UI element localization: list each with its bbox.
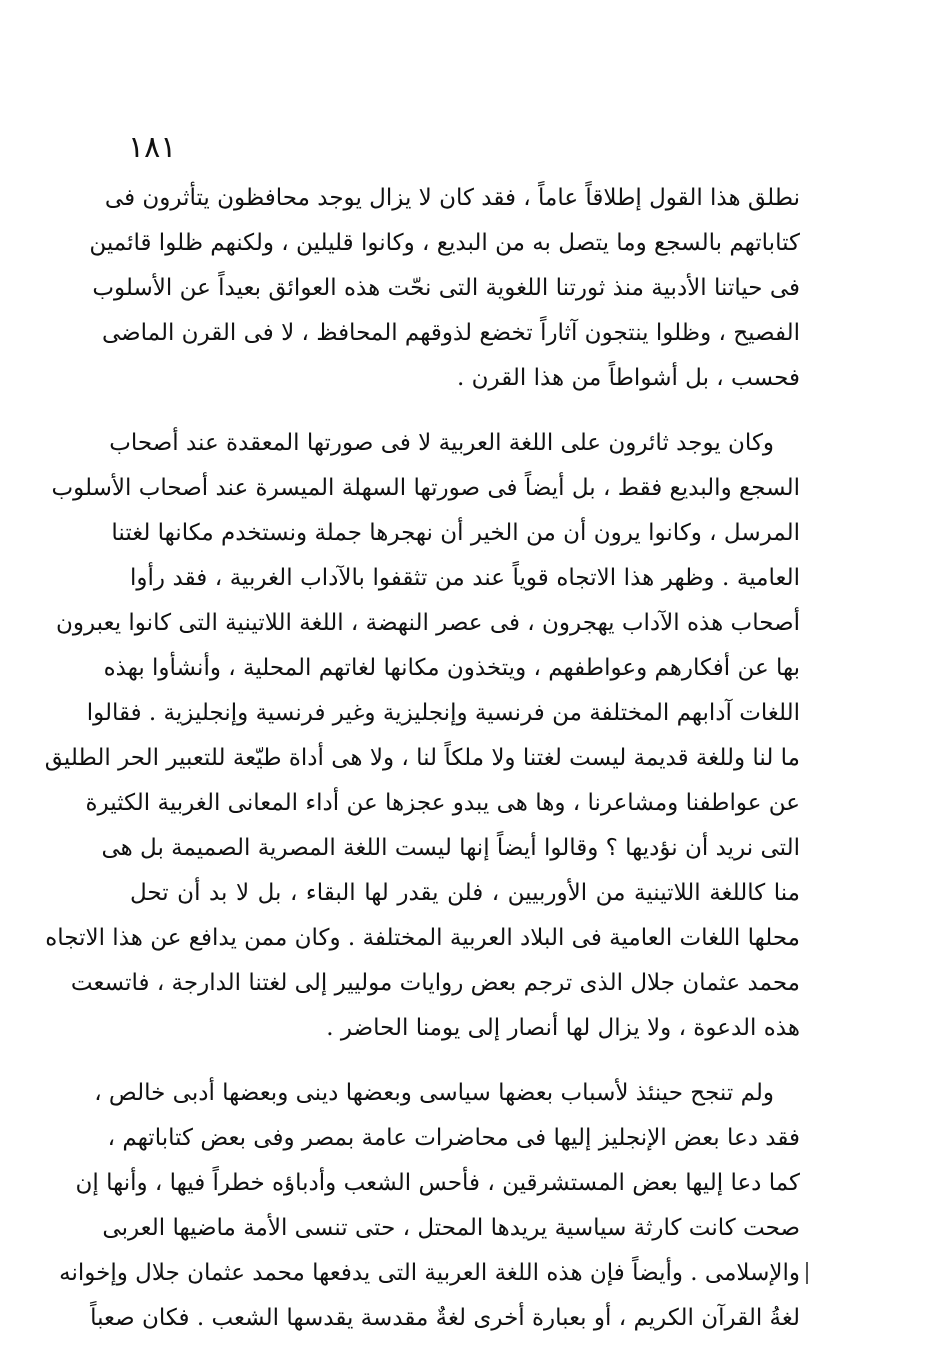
paragraph-2 xyxy=(44,421,800,1051)
text-line: ما لنا وللغة قديمة ليست لغتنا ولا ملكاً لنا ، ولا هى أداة طيّعة للتعبير الحر الطليق xyxy=(44,745,800,771)
text-line: وكان يوجد ثائرون على اللغة العربية لا فى صورتها المعقدة عند أصحاب xyxy=(109,430,774,456)
paragraph-gap xyxy=(130,1051,800,1071)
text-line: منا كاللغة اللاتينية من الأوربيين ، فلن يقدر لها البقاء ، بل لا بد أن تحل xyxy=(130,880,800,906)
text-line: صحت كانت كارثة سياسية يريدها المحتل ، حتى تنسى الأمة ماضيها العربى xyxy=(102,1215,800,1241)
text-line: ولم تنجح حينئذ لأسباب بعضها سياسى وبعضها دينى وبعضها أدبى خالص ، xyxy=(94,1080,774,1106)
body-text xyxy=(44,176,800,1341)
text-line: العامية . وظهر هذا الاتجاه قوياً عند من تثقفوا بالآداب الغربية ، فقد رأوا xyxy=(130,565,800,591)
text-line: أصحاب هذه الآداب يهجرون ، فى عصر النهضة ، اللغة اللاتينية التى كانوا يعبرون xyxy=(55,610,800,636)
text-line: محمد عثمان جلال الذى ترجم بعض روايات موليير إلى لغتنا الدارجة ، فاتسعت xyxy=(70,970,800,996)
text-line: المرسل ، وكانوا يرون أن من الخير أن نهجرها جملة ونستخدم مكانها لغتنا xyxy=(111,520,800,546)
text-line: فحسب ، بل أشواطاً من هذا القرن . xyxy=(457,365,800,391)
paragraph-3 xyxy=(59,1071,800,1341)
text-line: نطلق هذا القول إطلاقاً عاماً ، فقد كان لا يزال يوجد محافظون يتأثرون فى xyxy=(104,185,800,211)
text-line: والإسلامى . وأيضاً فإن هذه اللغة العربية التى يدفعها محمد عثمان جلال وإخوانه xyxy=(59,1260,800,1286)
text-line: اللغات آدابهم المختلفة من فرنسية وإنجليزية وغير فرنسية وإنجليزية . فقالوا xyxy=(86,700,800,726)
text-line: فقد دعا بعض الإنجليز إليها فى محاضرات عامة بمصر وفى بعض كتاباتهم ، xyxy=(107,1125,800,1151)
text-line: الفصيح ، وظلوا ينتجون آثاراً تخضع لذوقهم المحافظ ، لا فى القرن الماضى xyxy=(101,320,800,346)
text-line: كما دعا إليها بعض المستشرقين ، فأحس الشعب وأدباؤه خطراً فيها ، وأنها إن xyxy=(75,1170,800,1196)
paragraph-1 xyxy=(89,176,800,401)
page-number: ١٨١ xyxy=(128,130,177,165)
text-line: عن عواطفنا ومشاعرنا ، وها هى يبدو عجزها عن أداء المعانى الغربية الكثيرة xyxy=(85,790,800,816)
text-line: محلها اللغات العامية فى البلاد العربية المختلفة . وكان ممن يدافع عن هذا الاتجاه xyxy=(45,925,800,951)
text-line: بها عن أفكارهم وعواطفهم ، ويتخذون مكانها لغاتهم المحلية ، وأنشأوا بهذه xyxy=(103,655,800,681)
margin-mark xyxy=(806,1262,808,1284)
paragraph-gap xyxy=(130,401,800,421)
text-line: هذه الدعوة ، ولا يزال لها أنصار إلى يومنا الحاضر . xyxy=(326,1015,800,1041)
text-line: فى حياتنا الأدبية منذ ثورتنا اللغوية التى نحّت هذه العوائق بعيداً عن الأسلوب xyxy=(92,275,800,301)
text-line: لغةُ القرآن الكريم ، أو بعبارة أخرى لغةٌ مقدسة يقدسها الشعب . فكان صعباً xyxy=(90,1305,800,1331)
text-line: كتاباتهم بالسجع وما يتصل به من البديع ، وكانوا قليلين ، ولكنهم ظلوا قائمين xyxy=(89,230,800,256)
text-line: السجع والبديع فقط ، بل أيضاً فى صورتها السهلة الميسرة عند أصحاب الأسلوب xyxy=(51,475,800,501)
text-line: التى نريد أن نؤديها ؟ وقالوا أيضاً إنها ليست اللغة المصرية الصميمة بل هى xyxy=(101,835,800,861)
